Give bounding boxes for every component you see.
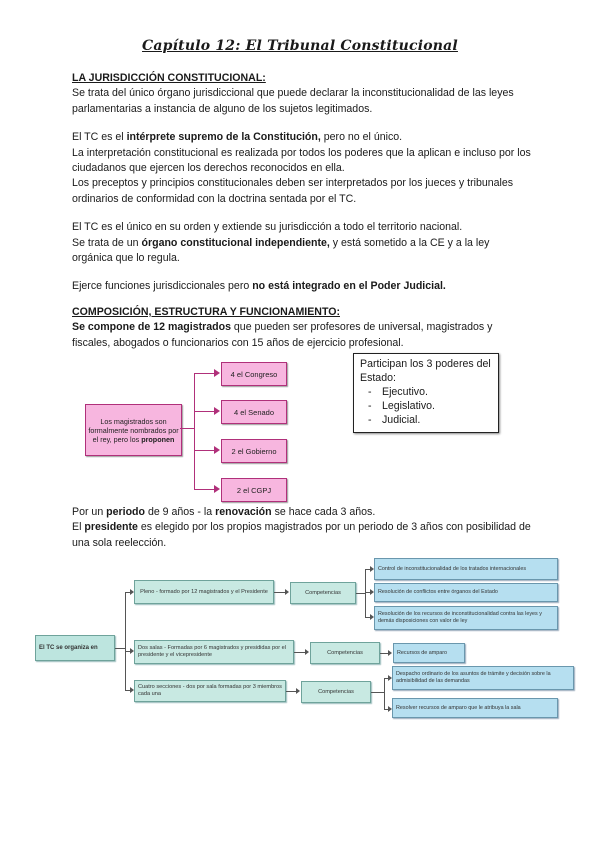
- connector: [194, 450, 214, 451]
- periodo-text: [72, 505, 532, 551]
- connector: [294, 652, 305, 653]
- connector: [286, 691, 296, 692]
- branch-box: 2 el CGPJ: [221, 478, 287, 502]
- pleno-box: Pleno - formado por 12 magistrados y el Presidente: [134, 580, 274, 604]
- connector: [371, 692, 384, 693]
- connector: [384, 678, 385, 710]
- page-title: Capítulo 12: El Tribunal Constitucional: [142, 38, 458, 54]
- connector: [194, 373, 195, 490]
- poderes-title: Participan los 3 poderes del Estado:: [360, 358, 491, 384]
- branch-box: 4 el Senado: [221, 400, 287, 424]
- poderes-list: [360, 385, 492, 427]
- arrow-icon: [214, 485, 220, 493]
- paragraph: Ejerce funciones jurisdiccionales pero no está integrado en el Poder Judicial.: [72, 280, 446, 293]
- paragraph: El TC es el único en su orden y extiende su jurisdicción a todo el territorio nacional.: [72, 221, 463, 234]
- section-heading: LA JURISDICCIÓN CONSTITUCIONAL:: [72, 72, 266, 84]
- paragraph: Por un periodo de 9 años - la renovación se hace cada 3 años.: [72, 506, 376, 518]
- secciones-competencia-item: Despacho ordinario de los asuntos de trámite y decisión sobre la admisibilidad de las demandas: [392, 666, 574, 690]
- secciones-box: Cuatro secciones - dos por sala formadas por 3 miembros cada una: [134, 680, 286, 702]
- salas-box: Dos salas - Formadas por 6 magistrados y presididas por el presidente y el vicepresidente: [134, 640, 294, 664]
- poderes-box: [353, 353, 499, 433]
- connector: [125, 592, 126, 691]
- arrow-icon: [305, 649, 309, 655]
- paragraph: Se trata de un órgano constitucional independiente, y está sometido a la CE y a la ley orgánica que lo regula.: [72, 236, 490, 265]
- arrow-icon: [214, 369, 220, 377]
- connector: [115, 648, 125, 649]
- connector: [194, 411, 214, 412]
- arrow-icon: [388, 650, 392, 656]
- paragraph: El presidente es elegido por los propios magistrados por un periodo de 3 años con posibilidad de una sola reelección.: [72, 521, 531, 549]
- arrow-icon: [285, 589, 289, 595]
- pleno-competencia-item: Resolución de los recursos de inconstitucionalidad contra las leyes y demás disposiciones con valor de ley: [374, 606, 558, 630]
- paragraph: Se compone de 12 magistrados que pueden ser profesores de universal, magistrados y fiscales, abogados o funcionarios con 15 años de ejercicio profesional.: [72, 321, 493, 349]
- paragraph: Los preceptos y principios constitucionales deben ser interpretados por los jueces y tribunales ordinarios de conformidad con la doctrina sentada por el TC.: [72, 177, 514, 205]
- connector: [194, 489, 214, 490]
- paragraph: El TC es el intérprete supremo de la Constitución, pero no el único.: [72, 131, 403, 144]
- salas-competencia-item: Recursos de amparo: [393, 643, 465, 663]
- branch-box: 4 el Congreso: [221, 362, 287, 386]
- connector: [356, 593, 365, 594]
- pleno-competencia-item: Resolución de conflictos entre órganos del Estado: [374, 583, 558, 602]
- competencias-box: Competencias: [290, 582, 356, 604]
- branch-box: 2 el Gobierno: [221, 439, 287, 463]
- section-jurisdiccion: [72, 71, 532, 295]
- organizacion-root-box: El TC se organiza en: [35, 635, 115, 661]
- arrow-icon: [296, 688, 300, 694]
- competencias-box: Competencias: [310, 642, 380, 664]
- arrow-icon: [214, 446, 220, 454]
- connector: [180, 428, 194, 429]
- list-item: - Judicial.: [382, 413, 492, 427]
- paragraph: Se trata del único órgano jurisdiccional que puede declarar la inconstitucionalidad de las leyes parlamentarias a instancia de alguno de los sujetos legitimados.: [72, 87, 514, 115]
- connector: [274, 592, 285, 593]
- competencias-box: Competencias: [301, 681, 371, 703]
- connector: [365, 569, 366, 618]
- list-item: - Legislativo.: [382, 399, 492, 413]
- connector: [380, 653, 388, 654]
- connector: [194, 373, 214, 374]
- list-item: - Ejecutivo.: [382, 385, 492, 399]
- pleno-competencia-item: Control de inconstitucionalidad de los tratados internacionales: [374, 558, 558, 580]
- section-composicion: [72, 305, 532, 351]
- diagram-root-box: Los magistrados son formalmente nombrados por el rey, pero los proponen: [85, 404, 182, 456]
- paragraph: La interpretación constitucional es realizada por todos los poderes que la aplican e incluso por los ciudadanos que ejercen los derechos reconocidos en ella.: [72, 146, 531, 175]
- secciones-competencia-item: Resolver recursos de amparo que le atribuya la sala: [392, 698, 558, 718]
- arrow-icon: [214, 407, 220, 415]
- section-heading: COMPOSICIÓN, ESTRUCTURA Y FUNCIONAMIENTO:: [72, 306, 340, 318]
